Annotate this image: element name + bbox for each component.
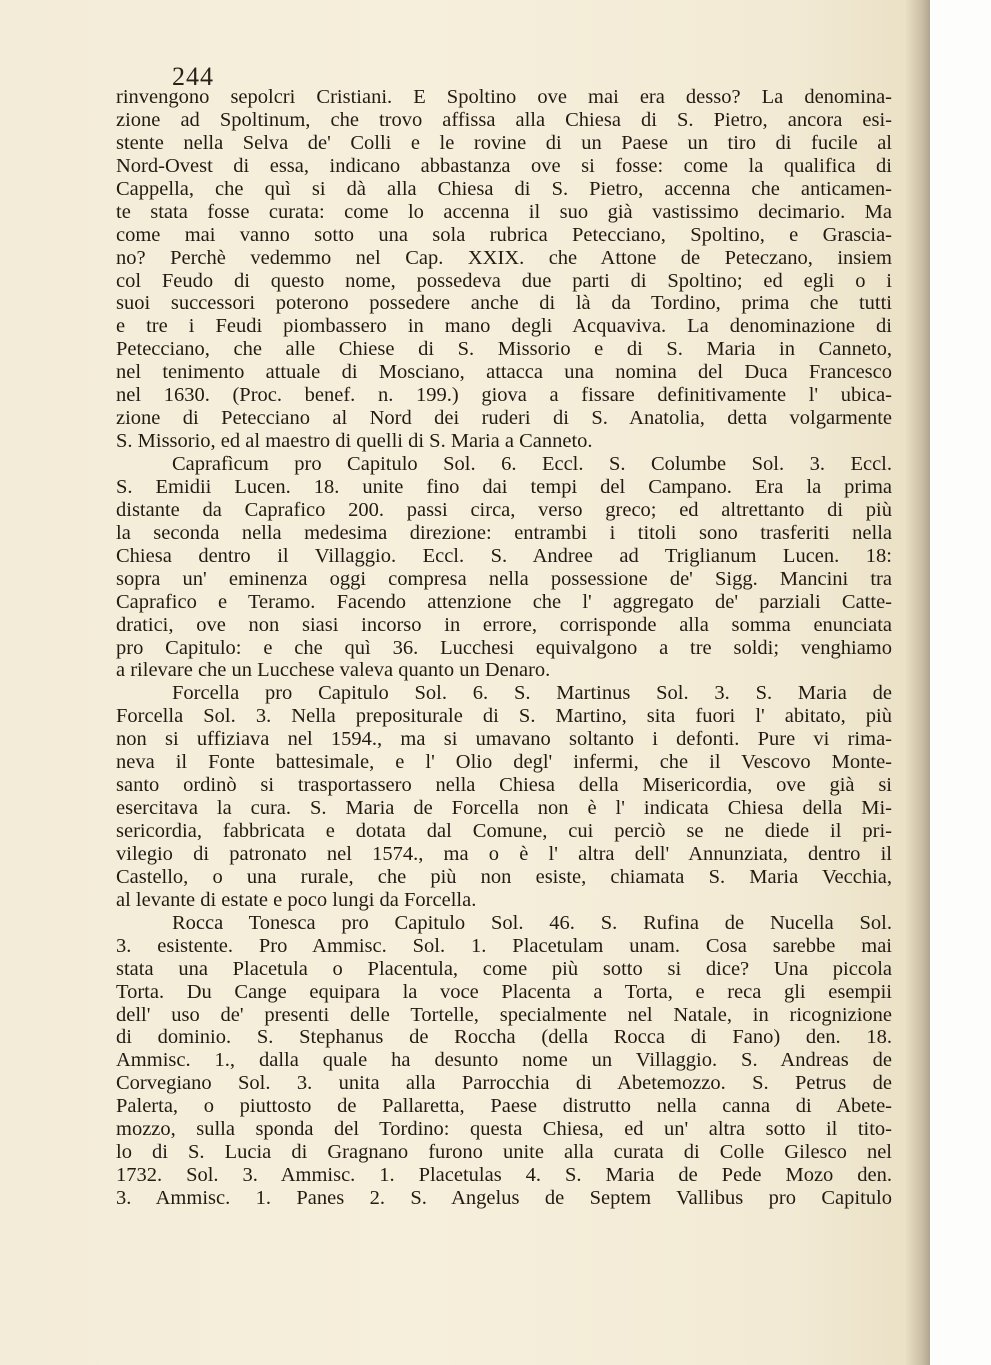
text-line: zione di Petecciano al Nord dei ruderi di S. Anatolia, detta volgarmente bbox=[116, 407, 892, 430]
text-line: rinvengono sepolcri Cristiani. E Spoltino ove mai era desso? La denomina- bbox=[116, 86, 892, 108]
text-line: distante da Caprafico 200. passi circa, verso greco; ed altrettanto di più bbox=[116, 498, 892, 521]
page-number: 244 bbox=[172, 62, 214, 91]
text-line: al levante di estate e poco lungi da Forcella. bbox=[116, 888, 477, 911]
text-line: dratici, ove non siasi incorso in errore, corrisponde alla somma enunciata bbox=[116, 613, 892, 636]
text-line: dell' uso de' presenti delle Tortelle, specialmente nel Natale, in ricognizione bbox=[116, 1003, 892, 1026]
text-line: e tre i Feudi piombassero in mano degli Acquaviva. La denominazione di bbox=[116, 315, 892, 338]
text-line: sopra un' eminenza oggi compresa nella possessione de' Sigg. Mancini tra bbox=[116, 567, 892, 590]
text-line: zione ad Spoltinum, che trovo affissa alla Chiesa di S. Pietro, ancora esi- bbox=[116, 108, 892, 131]
binding-shadow bbox=[905, 0, 933, 1365]
text-line: no? Perchè vedemmo nel Cap. XXIX. che Attone de Peteczano, insiem bbox=[116, 246, 892, 269]
text-line: pro Capitulo: e che quì 36. Lucchesi equivalgono a tre soldi; venghiamo bbox=[116, 636, 892, 659]
text-line: Corvegiano Sol. 3. unita alla Parrocchia di Abetemozzo. S. Petrus de bbox=[116, 1072, 892, 1095]
text-line: nel 1630. (Proc. benef. n. 199.) giova a fissare definitivamente l' ubica- bbox=[116, 384, 892, 407]
text-line: te stata fosse curata: come lo accenna il suo già vastissimo decimario. Ma bbox=[116, 200, 892, 223]
text-line: 1732. Sol. 3. Ammisc. 1. Placetulas 4. S. Maria de Pede Mozo den. bbox=[116, 1164, 892, 1187]
text-line: Ammisc. 1., dalla quale ha desunto nome un Villaggio. S. Andreas de bbox=[116, 1049, 892, 1072]
text-line: Caprafico e Teramo. Facendo attenzione che l' aggregato de' parziali Catte- bbox=[116, 590, 892, 613]
text-line: nel tenimento attuale di Mosciano, attacca una nomina del Duca Francesco bbox=[116, 361, 892, 384]
text-line: come mai vanno sotto una sola rubrica Petecciano, Spoltino, e Grascia- bbox=[116, 223, 892, 246]
text-line: suoi successori poterono possedere anche di là da Tordino, prima che tutti bbox=[116, 292, 892, 315]
text-line: Petecciano, che alle Chiese di S. Missorio e di S. Maria in Canneto, bbox=[116, 338, 892, 361]
text-line: esercitava la cura. S. Maria de Forcella non è l' indicata Chiesa della Mi- bbox=[116, 797, 892, 820]
text-line: Caprafìcum pro Capitulo Sol. 6. Eccl. S. Columbe Sol. 3. Eccl. bbox=[172, 453, 892, 475]
text-line: mozzo, sulla sponda del Tordino: questa Chiesa, ed un' altra sotto il tito- bbox=[116, 1118, 892, 1141]
body-text bbox=[116, 86, 892, 1210]
text-line: la seconda nella medesima direzione: entrambi i titoli sono trasferiti nella bbox=[116, 521, 892, 544]
text-line: a rilevare che un Lucchese valeva quanto un Denaro. bbox=[116, 659, 551, 682]
text-line: 3. Ammisc. 1. Panes 2. S. Angelus de Septem Vallibus pro Capitulo bbox=[116, 1187, 892, 1209]
text-line: vilegio di patronato nel 1574., ma o è l' altra dell' Annunziata, dentro il bbox=[116, 842, 892, 865]
text-line: santo ordinò si trasportassero nella Chiesa della Misericordia, ove già si bbox=[116, 774, 892, 797]
text-line: Cappella, che quì si dà alla Chiesa di S. Pietro, accenna che anticamen- bbox=[116, 177, 892, 200]
text-line: S. Missorio, ed al maestro di quelli di S. Maria a Canneto. bbox=[116, 430, 593, 453]
text-line: Torta. Du Cange equipara la voce Placenta a Torta, e reca gli esempii bbox=[116, 980, 892, 1003]
text-line: Forcella Sol. 3. Nella prepositurale di S. Martino, sita fuori l' abitato, più bbox=[116, 705, 892, 728]
text-line: Palerta, o piuttosto de Pallaretta, Paese distrutto nella canna di Abete- bbox=[116, 1095, 892, 1118]
text-line: stente nella Selva de' Colli e le rovine di un Paese un tiro di fucile al bbox=[116, 131, 892, 154]
text-line: Rocca Tonesca pro Capitulo Sol. 46. S. Rufina de Nucella Sol. bbox=[172, 911, 892, 934]
text-line: lo di S. Lucia di Gragnano furono unite alla curata di Colle Gilesco nel bbox=[116, 1141, 892, 1164]
text-line: neva il Fonte battesimale, e l' Olio degl' infermi, che il Vescovo Monte- bbox=[116, 751, 892, 774]
text-line: sericordia, fabbricata e dotata dal Comune, cui perciò se ne diede il pri- bbox=[116, 820, 892, 842]
text-line: Castello, o una rurale, che più non esiste, chiamata S. Maria Vecchia, bbox=[116, 865, 892, 888]
text-line: S. Emidii Lucen. 18. unite fino dai tempi del Campano. Era la prima bbox=[116, 475, 892, 498]
text-line: Nord-Ovest di essa, indicano abbastanza ove si fosse: come la qualifica di bbox=[116, 154, 892, 177]
text-line: Chiesa dentro il Villaggio. Eccl. S. Andree ad Triglianum Lucen. 18: bbox=[116, 544, 892, 567]
text-line: non si uffiziava nel 1594., ma si umavano soltanto i defonti. Pure vi rima- bbox=[116, 728, 892, 751]
text-line: Forcella pro Capitulo Sol. 6. S. Martinus Sol. 3. S. Maria de bbox=[172, 682, 892, 705]
text-line: di dominio. S. Stephanus de Roccha (della Rocca di Fano) den. 18. bbox=[116, 1026, 892, 1049]
text-line: 3. esistente. Pro Ammisc. Sol. 1. Placetulam unam. Cosa sarebbe mai bbox=[116, 934, 892, 957]
text-line: stata una Placetula o Placentula, come più sotto si dice? Una piccola bbox=[116, 957, 892, 980]
page-margin bbox=[930, 0, 991, 1365]
text-line: col Feudo di questo nome, possedeva due parti di Spoltino; ed egli o i bbox=[116, 269, 892, 292]
